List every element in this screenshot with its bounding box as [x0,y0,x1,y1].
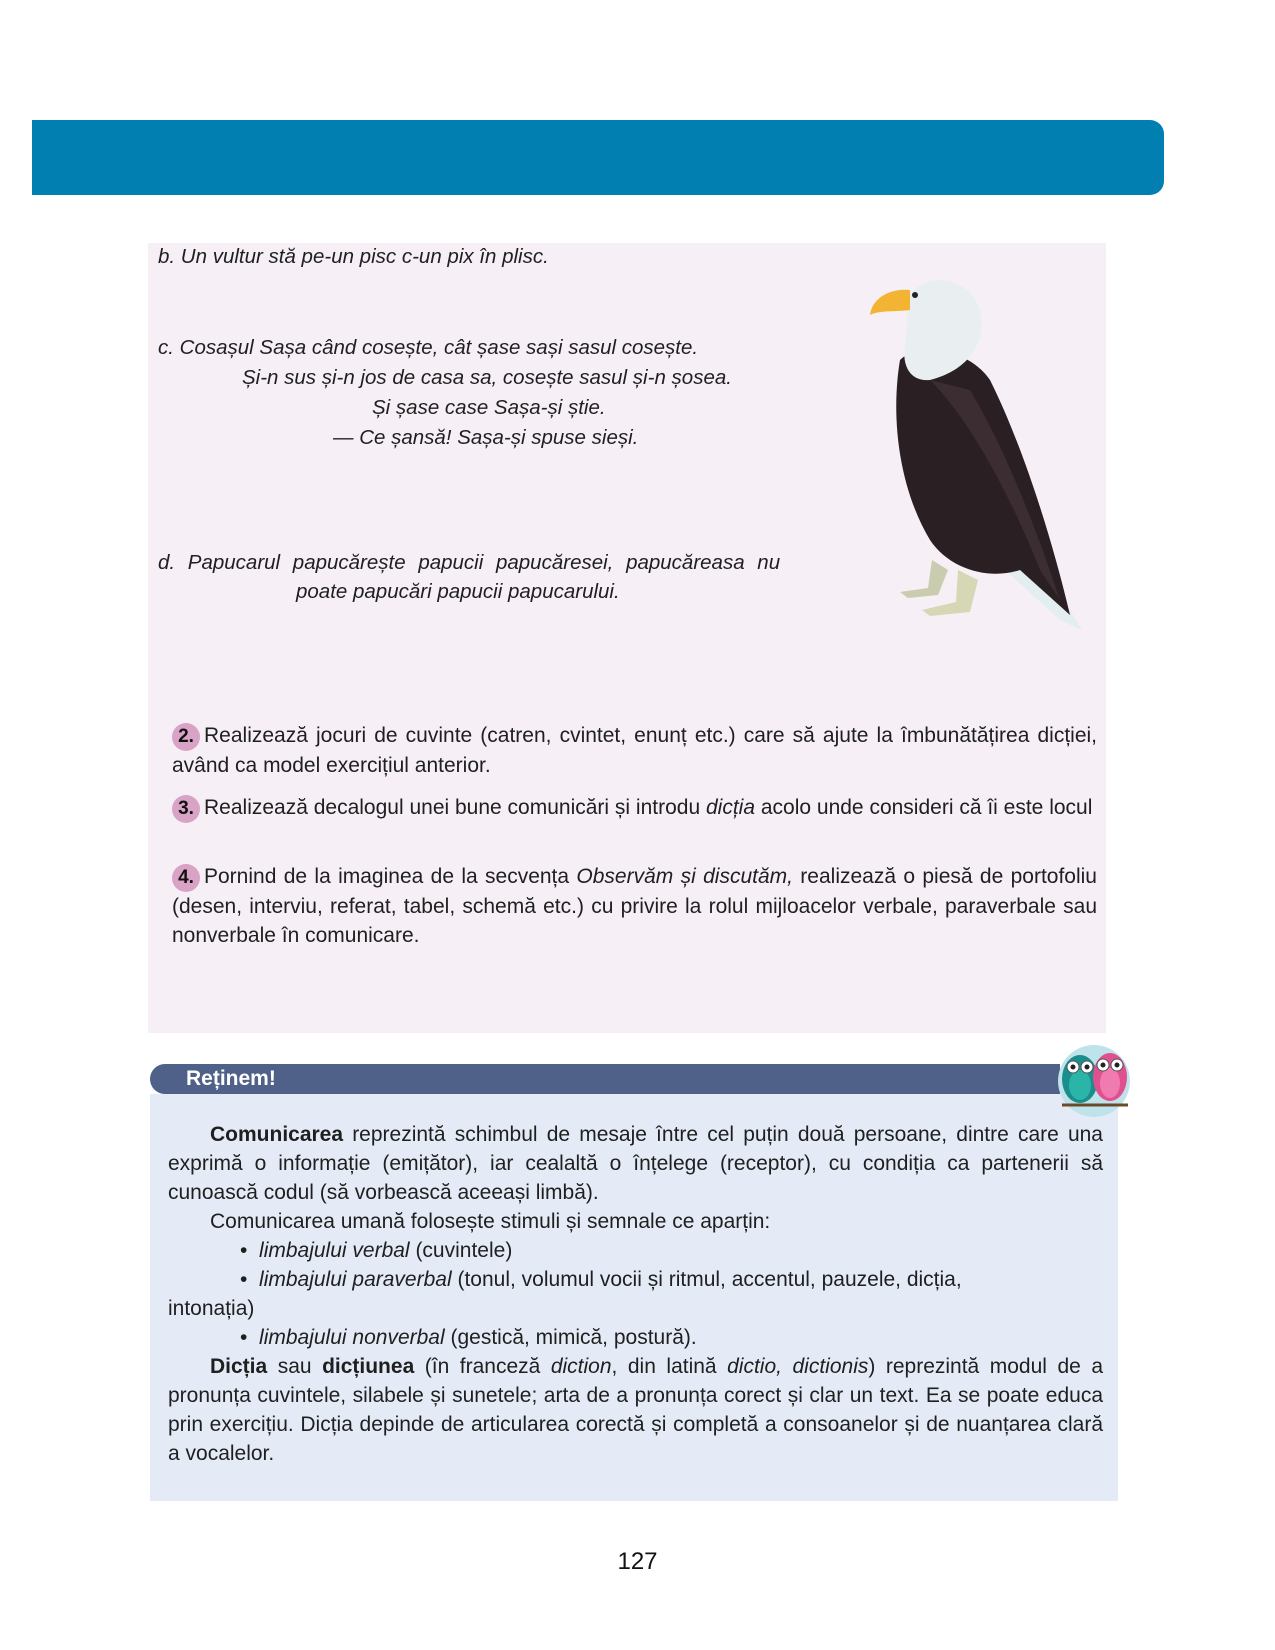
task-number-badge: 3. [172,795,200,823]
term-dictiunea: dicțiunea [322,1355,415,1378]
chapter-header-band [32,120,1164,195]
task-4 [172,862,1097,950]
retinem-title: Reținem! [186,1067,276,1090]
retinem-paragraph-3 [168,1352,1103,1468]
eagle-illustration [860,270,1100,650]
retinem-header-bar [150,1064,1060,1094]
bullet-verbal-term: limbajului verbal [259,1239,410,1262]
term-dictia: Dicția [210,1355,268,1378]
p3-text-1: sau [267,1355,323,1378]
task-3-italic: dicția [705,796,756,819]
exercise-d-line-2: poate papucări papucii papucarului. [296,580,620,603]
exercise-c-line-3: Și șase case Sașa-și știe. [372,396,606,419]
retinem-p1-text: reprezintă schimbul de mesaje între cel puțin două persoane, dintre care una exprimă o informație (emițător), iar cealaltă o înțelege (receptor), cu condiția ca partenerii să cunoască codul (să vorbească aceeași limbă). [168,1123,1103,1204]
task-3-text: Realizează decalogul unei bune comunicări și introdu [204,796,706,819]
bullet-verbal: • limbajului verbal (cuvintele) [240,1239,513,1262]
task-3-text-end: acolo unde consideri că îi este locul [755,796,1093,819]
exercise-c-line-1: c. Cosașul Sașa când cosește, cât șase sași sasul cosește. [158,336,699,359]
retinem-content [168,1120,1103,1468]
exercise-c-line-4: — Ce șansă! Sașa-și spuse sieși. [333,426,639,449]
task-2-text: Realizează jocuri de cuvinte (catren, cvintet, enunț etc.) care să ajute la îmbunătățirea dicției, având ca model exercițiul anterior. [172,724,1097,777]
page-number: 127 [617,1548,658,1575]
bullet-paraverbal: • limbajului paraverbal (tonul, volumul vocii și ritmul, accentul, pauzele, dicția, [240,1268,962,1291]
task-4-text-end: realizează o piesă de portofoliu (desen, interviu, referat, tabel, schemă etc.) cu privire la rolul mijloacelor verbale, paraverbale sau nonverbale în comunicare. [172,865,1097,947]
bullet-verbal-text: (cuvintele) [409,1239,513,1262]
p3-italic-1: diction [550,1355,612,1378]
task-number-badge: 2. [172,723,200,751]
p3-text-3: , din latină [611,1355,728,1378]
task-3 [172,793,1097,823]
task-4-italic: Observăm și discutăm, [576,865,793,888]
retinem-paragraph-1 [168,1120,1103,1207]
bullet-paraverbal-text: (tonul, volumul vocii și ritmul, accentul, pauzele, dicția, [451,1268,962,1291]
task-number-badge: 4. [172,864,200,892]
bullet-paraverbal-cont: intonația) [168,1297,255,1320]
bullet-paraverbal-term: limbajului paraverbal [259,1268,452,1291]
task-4-text: Pornind de la imaginea de la secvența [204,865,577,888]
exercise-c-line-2: Și-n sus și-n jos de casa sa, cosește sasul și-n șosea. [242,366,732,389]
owls-icon [1052,1035,1136,1119]
p3-italic-2: dictio, dictionis [727,1355,869,1378]
bullet-nonverbal: • limbajului nonverbal (gestică, mimică, postură). [240,1326,697,1349]
task-2 [172,721,1097,780]
retinem-paragraph-2: Comunicarea umană folosește stimuli și semnale ce aparțin: [210,1210,771,1233]
p3-text-2: (în franceză [414,1355,551,1378]
exercise-d-line-1: d. Papucarul papucărește papucii papucăresei, papucăreasa nu [158,551,781,574]
bullet-nonverbal-term: limbajului nonverbal [259,1326,445,1349]
bullet-nonverbal-text: (gestică, mimică, postură). [444,1326,697,1349]
p3-text-4: ) reprezintă modul de a pronunța cuvintele, silabele și sunetele; arta de a pronunța corect și clar un text. Ea se poate educa prin exercițiu. Dicția depinde de articularea corectă și completă a consoanelor și de nuanțarea clară a vocalelor. [168,1355,1103,1465]
exercise-b: b. Un vultur stă pe-un pisc c-un pix în plisc. [158,245,549,268]
term-comunicarea: Comunicarea [210,1123,344,1146]
